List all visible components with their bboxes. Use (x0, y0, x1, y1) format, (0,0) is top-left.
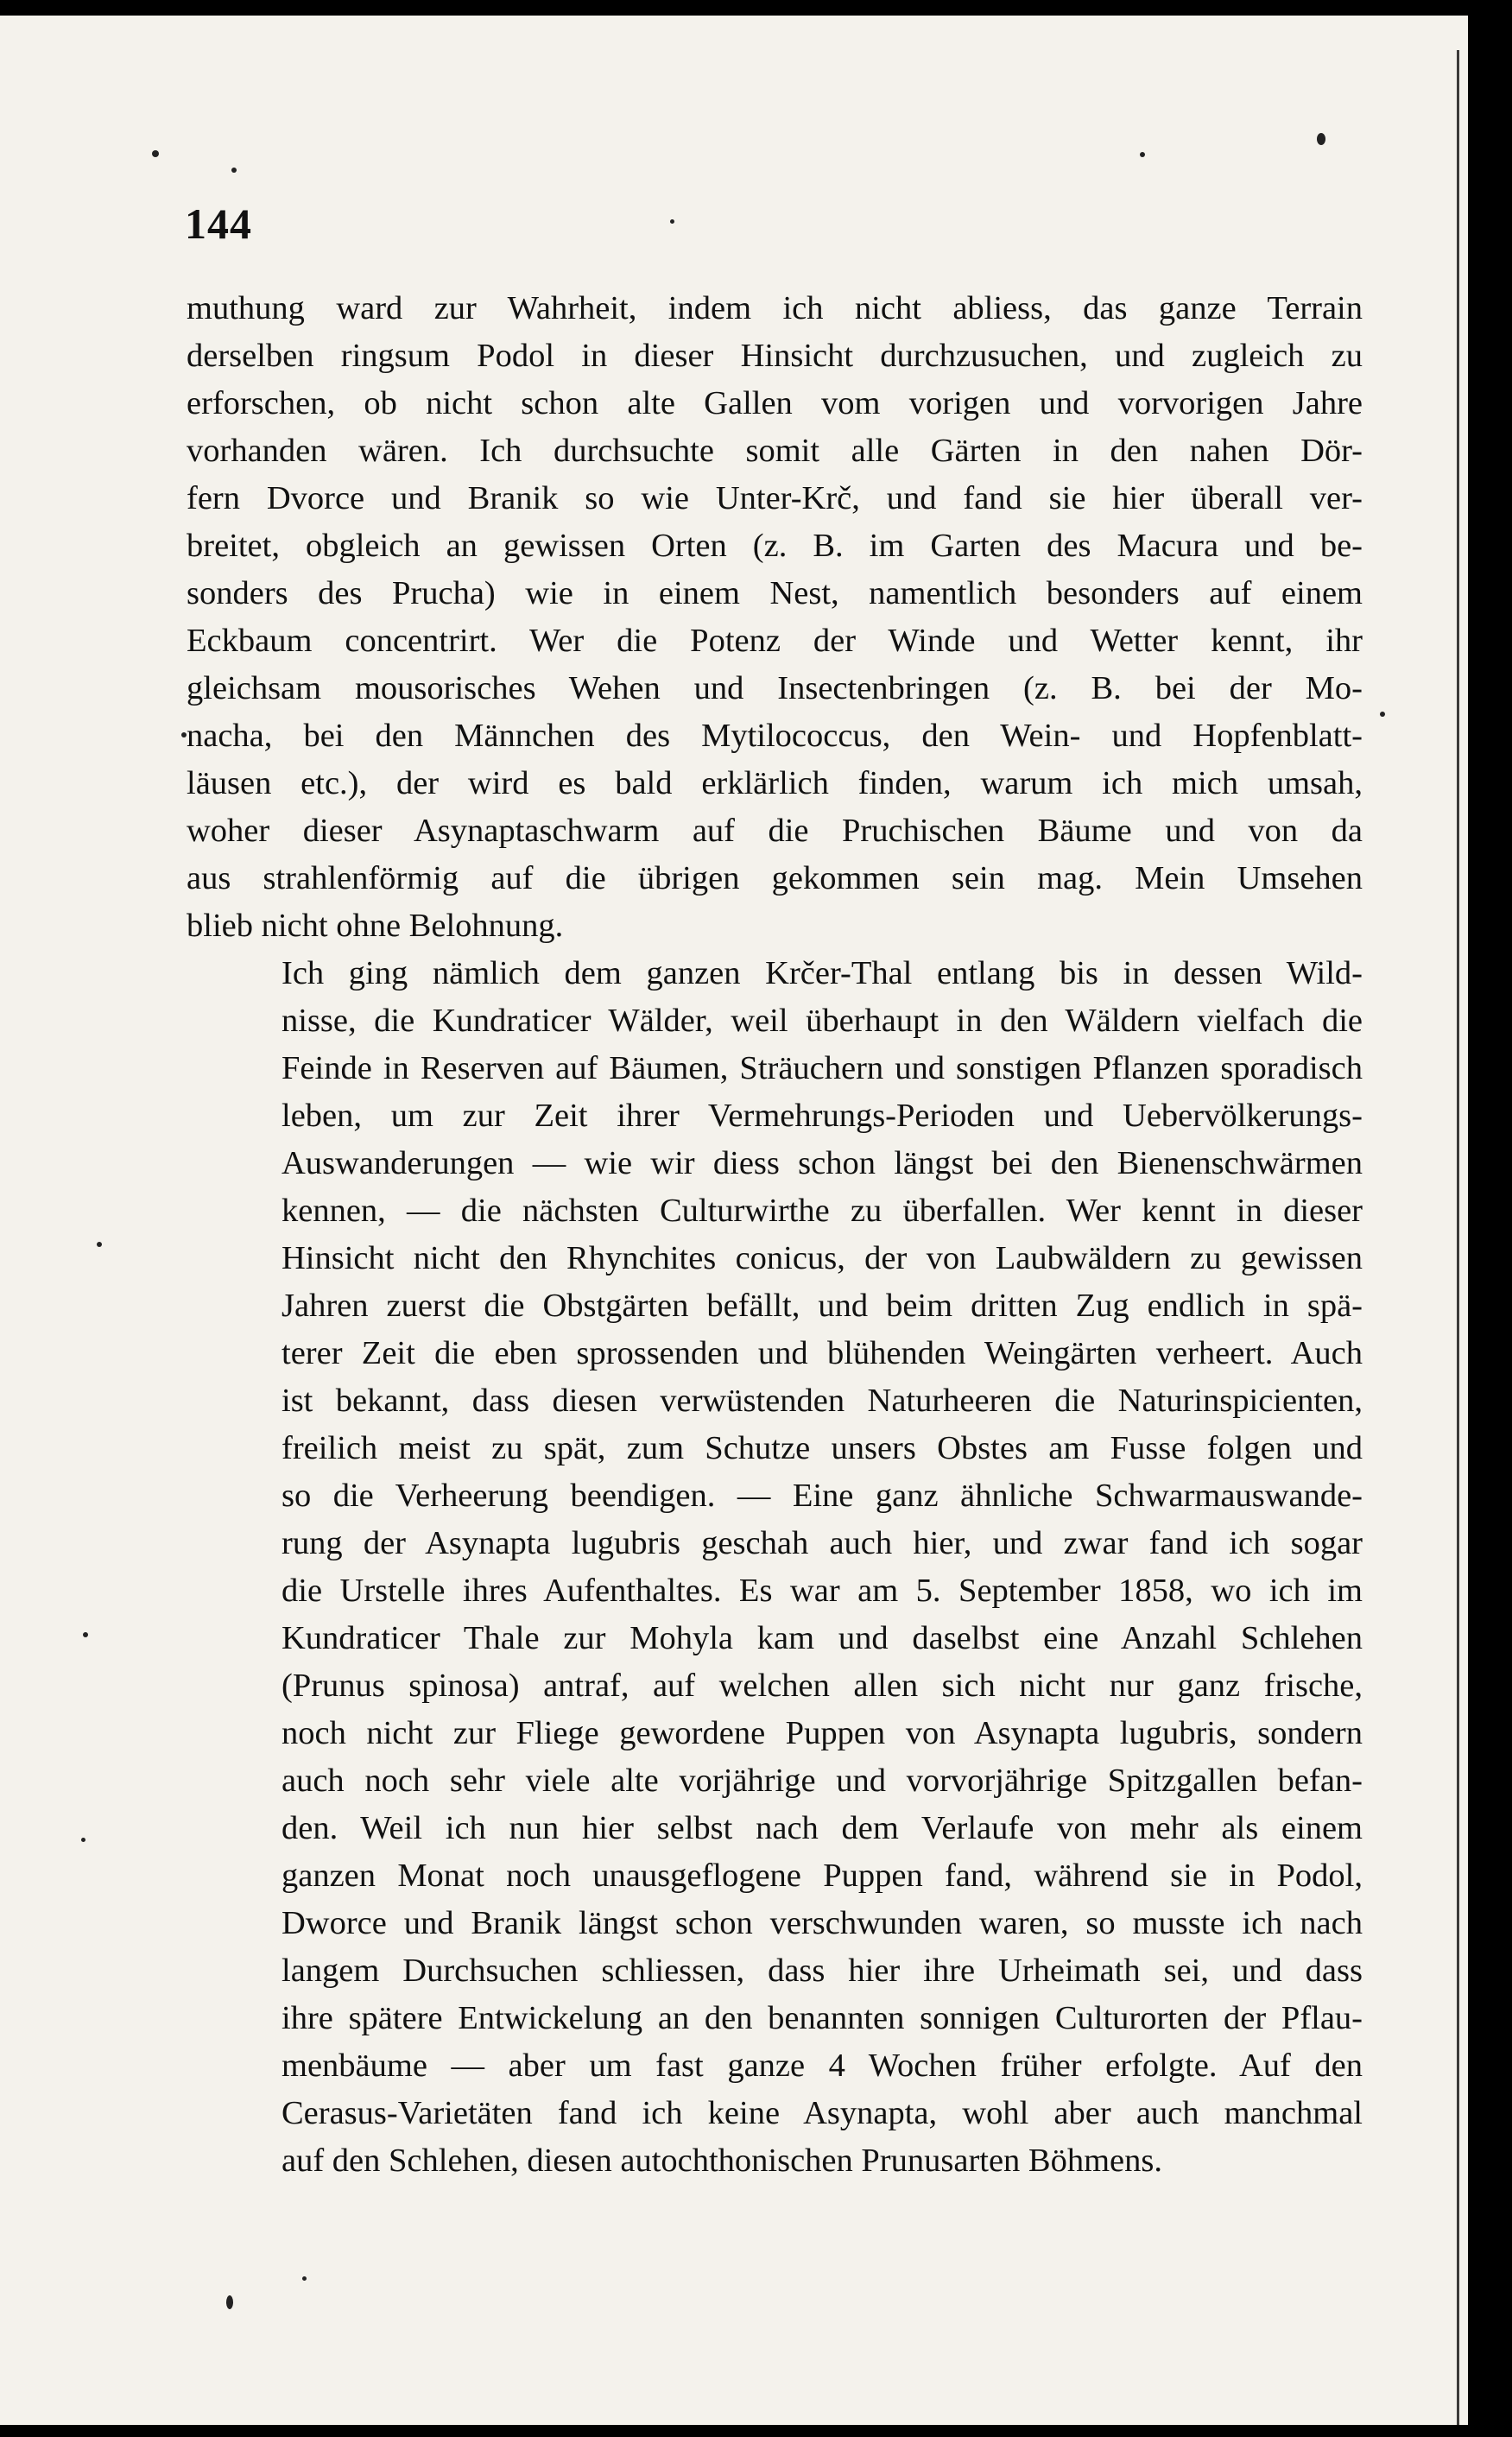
text-line: erforschen, ob nicht schon alte Gallen vom vorigen und vorvorigen Jahre (187, 385, 1363, 421)
text-line: Hinsicht nicht den Rhynchites conicus, der von Laubwäldern zu gewissen (282, 1240, 1363, 1276)
text-line: breitet, obgleich an gewissen Orten (z. B. im Garten des Macura und be- (187, 528, 1363, 564)
text-line: auf den Schlehen, diesen autochthonischen Prunusarten Böhmens. (282, 2143, 1163, 2179)
text-line: menbäume — aber um fast ganze 4 Wochen früher erfolgte. Auf den (282, 2048, 1363, 2084)
body-text (187, 285, 1363, 2185)
text-line: kennen, — die nächsten Culturwirthe zu überfallen. Wer kennt in dieser (282, 1193, 1363, 1229)
text-line: ganzen Monat noch unausgeflogene Puppen fand, während sie in Podol, (282, 1858, 1363, 1894)
text-line: woher dieser Asynaptaschwarm auf die Pruchischen Bäume und von da (187, 813, 1363, 849)
paper-speck (1317, 133, 1325, 145)
text-line: ist bekannt, dass diesen verwüstenden Naturheeren die Naturinspicienten, (282, 1383, 1363, 1419)
text-line: Eckbaum concentrirt. Wer die Potenz der Winde und Wetter kennt, ihr (187, 623, 1363, 659)
paper-speck (226, 2295, 233, 2309)
text-line: Dworce und Branik längst schon verschwunden waren, so musste ich nach (282, 1905, 1363, 1941)
text-line: auch noch sehr viele alte vorjährige und vorvorjährige Spitzgallen befan- (282, 1763, 1363, 1799)
page-number: 144 (185, 199, 252, 248)
text-line: aus strahlenförmig auf die übrigen gekommen sein mag. Mein Umsehen (187, 860, 1363, 896)
text-line: rung der Asynapta lugubris geschah auch hier, und zwar fand ich sogar (282, 1525, 1363, 1561)
text-line: so die Verheerung beendigen. — Eine ganz ähnliche Schwarmauswande- (282, 1478, 1363, 1514)
paper-speck (302, 2276, 307, 2281)
text-line: den. Weil ich nun hier selbst nach dem Verlaufe von mehr als einem (282, 1810, 1363, 1846)
text-line: läusen etc.), der wird es bald erklärlich finden, warum ich mich umsah, (187, 765, 1363, 801)
paper-speck (670, 219, 674, 224)
text-line: leben, um zur Zeit ihrer Vermehrungs-Perioden und Uebervölkerungs- (282, 1098, 1363, 1134)
text-line: Feinde in Reserven auf Bäumen, Sträuchern und sonstigen Pflanzen sporadisch (282, 1050, 1363, 1086)
text-line: ihre spätere Entwickelung an den benannten sonnigen Culturorten der Pflau- (282, 2000, 1363, 2036)
text-line: noch nicht zur Fliege gewordene Puppen von Asynapta lugubris, sondern (282, 1715, 1363, 1751)
text-line: Kundraticer Thale zur Mohyla kam und daselbst eine Anzahl Schlehen (282, 1620, 1363, 1656)
paper-speck (81, 1838, 85, 1842)
paragraph (187, 285, 1363, 950)
paper-speck (97, 1242, 102, 1247)
paper-speck (1140, 152, 1145, 157)
text-line: (Prunus spinosa) antraf, auf welchen allen sich nicht nur ganz frische, (282, 1668, 1363, 1704)
text-line: nisse, die Kundraticer Wälder, weil überhaupt in den Wäldern vielfach die (282, 1003, 1363, 1039)
text-line: langem Durchsuchen schliessen, dass hier ihre Urheimath sei, und dass (282, 1953, 1363, 1989)
text-line: vorhanden wären. Ich durchsuchte somit alle Gärten in den nahen Dör- (187, 433, 1363, 469)
text-line: Auswanderungen — wie wir diess schon längst bei den Bienenschwärmen (282, 1145, 1363, 1181)
text-line: freilich meist zu spät, zum Schutze unsers Obstes am Fusse folgen und (282, 1430, 1363, 1466)
page-edge-rule (1457, 50, 1459, 2425)
paragraph (187, 950, 1363, 2185)
text-line: Cerasus-Varietäten fand ich keine Asynapta, wohl aber auch manchmal (282, 2095, 1363, 2131)
text-line: blieb nicht ohne Belohnung. (187, 908, 564, 944)
text-line: sonders des Prucha) wie in einem Nest, namentlich besonders auf einem (187, 575, 1363, 611)
page-sheet (0, 16, 1468, 2425)
text-line: nacha, bei den Männchen des Mytilococcus, den Wein- und Hopfenblatt- (187, 718, 1363, 754)
text-line: Jahren zuerst die Obstgärten befällt, und beim dritten Zug endlich in spä- (282, 1288, 1363, 1324)
text-line: muthung ward zur Wahrheit, indem ich nicht abliess, das ganze Terrain (187, 290, 1363, 326)
text-line: die Urstelle ihres Aufenthaltes. Es war am 5. September 1858, wo ich im (282, 1573, 1363, 1609)
text-line: Ich ging nämlich dem ganzen Krčer-Thal entlang bis in dessen Wild- (282, 955, 1363, 991)
paper-speck (231, 168, 237, 173)
text-line: terer Zeit die eben sprossenden und blühenden Weingärten verheert. Auch (282, 1335, 1363, 1371)
paper-speck (152, 150, 159, 157)
text-line: derselben ringsum Podol in dieser Hinsicht durchzusuchen, und zugleich zu (187, 338, 1363, 374)
text-line: gleichsam mousorisches Wehen und Insectenbringen (z. B. bei der Mo- (187, 670, 1363, 706)
paper-speck (83, 1632, 88, 1637)
text-line: fern Dvorce und Branik so wie Unter-Krč, und fand sie hier überall ver- (187, 480, 1363, 516)
paper-speck (1380, 712, 1385, 717)
